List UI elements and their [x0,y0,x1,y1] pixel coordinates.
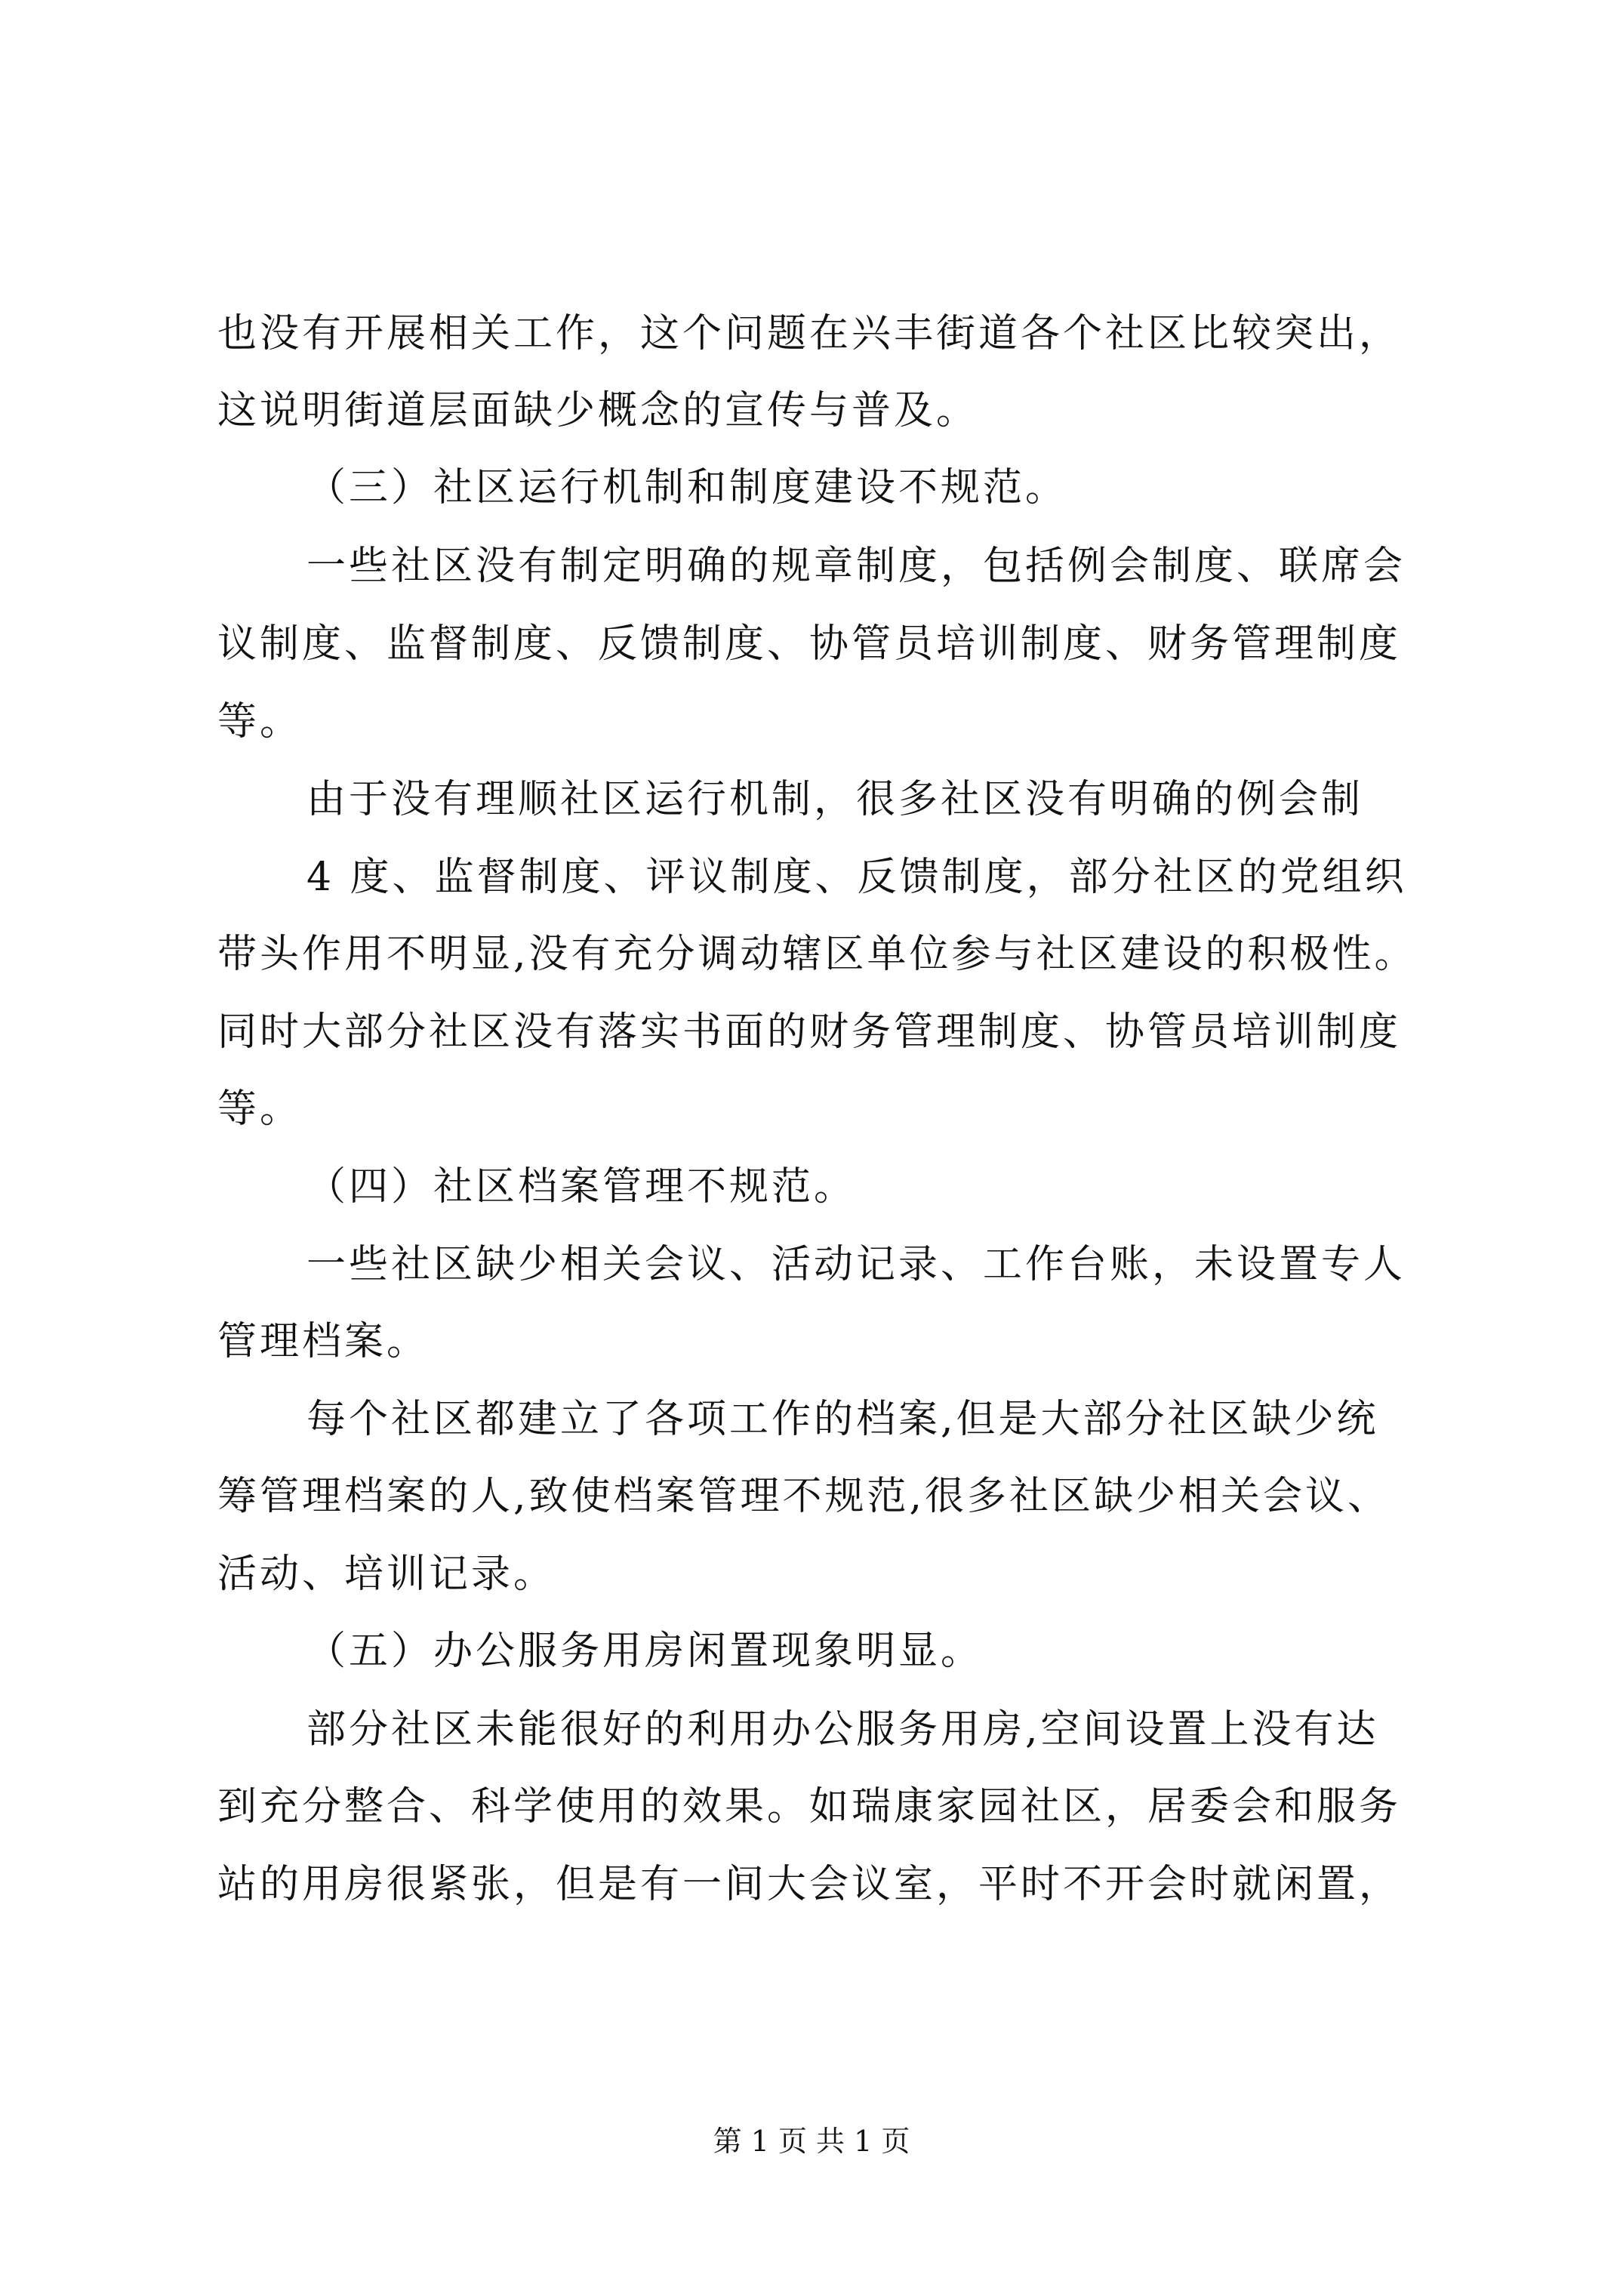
section-heading-3: （三）社区运行机制和制度建设不规范。 [306,465,1068,510]
text-line-16: 筹管理档案的人,致使档案管理不规范,很多社区缺少相关会议、 [217,1474,1390,1519]
text-line-20: 到充分整合、科学使用的效果。如瑞康家园社区，居委会和服务 [217,1784,1402,1829]
text-line-2: 这说明街道层面缺少概念的宣传与普及。 [217,388,979,433]
text-line-6: 等。 [217,699,303,744]
page-footer: 第 1 页 共 1 页 [713,2125,910,2158]
text-line-8: 4 度、监督制度、评议制度、反馈制度，部分社区的党组织 [306,855,1407,900]
section-heading-4: （四）社区档案管理不规范。 [306,1164,857,1210]
text-line-11: 等。 [217,1086,303,1132]
text-line-4: 一些社区没有制定明确的规章制度，包括例会制度、联席会 [306,544,1406,589]
text-line-10: 同时大部分社区没有落实书面的财务管理制度、协管员培训制度 [217,1009,1402,1055]
text-line-5: 议制度、监督制度、反馈制度、协管员培训制度、财务管理制度 [217,621,1402,667]
text-line-19: 部分社区未能很好的利用办公服务用房,空间设置上没有达 [306,1707,1379,1752]
text-line-7: 由于没有理顺社区运行机制，很多社区没有明确的例会制 [306,777,1364,822]
text-line-1: 也没有开展相关工作，这个问题在兴丰街道各个社区比较突出， [217,311,1402,356]
text-line-13: 一些社区缺少相关会议、活动记录、工作台账，未设置专人 [306,1242,1406,1287]
section-heading-5: （五）办公服务用房闲置现象明显。 [306,1629,984,1674]
text-line-9: 带头作用不明显,没有充分调动辖区单位参与社区建设的积极性。 [217,932,1417,977]
text-line-14: 管理档案。 [217,1319,430,1364]
text-line-15: 每个社区都建立了各项工作的档案,但是大部分社区缺少统 [306,1397,1379,1442]
text-line-21: 站的用房很紧张，但是有一间大会议室，平时不开会时就闲置， [217,1862,1402,1907]
text-line-17: 活动、培训记录。 [217,1552,556,1597]
